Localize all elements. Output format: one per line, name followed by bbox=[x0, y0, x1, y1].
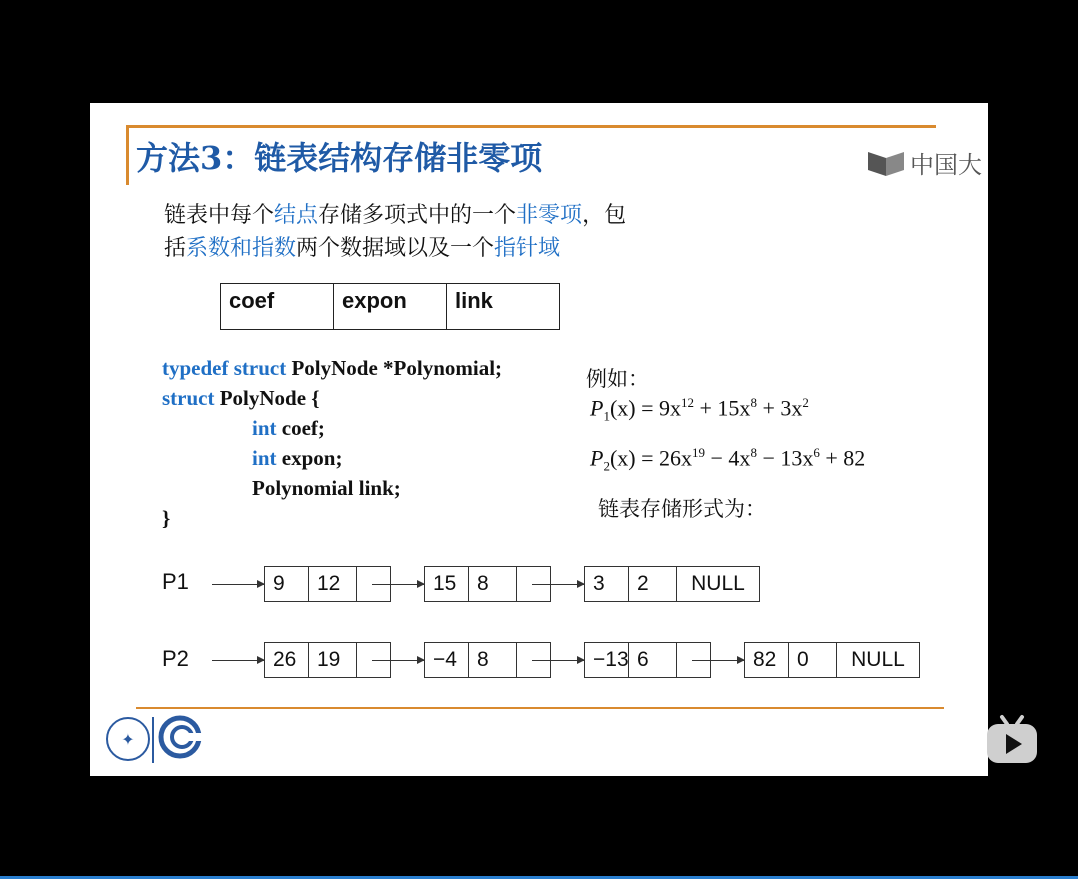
node-expon: 2 bbox=[629, 567, 677, 601]
code-text: PolyNode *Polynomial; bbox=[286, 356, 503, 380]
node-expon: 8 bbox=[469, 567, 517, 601]
formula-term: − 4x bbox=[705, 445, 751, 471]
formula-exp: 8 bbox=[750, 395, 757, 410]
list-label-p2: P2 bbox=[162, 646, 189, 671]
description-line-2 bbox=[164, 232, 626, 265]
node-link-null: NULL bbox=[851, 648, 905, 671]
formula-sub: 2 bbox=[603, 458, 610, 474]
field-expon: expon bbox=[334, 284, 447, 330]
node-expon: 12 bbox=[309, 567, 357, 601]
arrow-link bbox=[372, 660, 424, 661]
code-text: expon; bbox=[276, 446, 343, 470]
node-coef: 26 bbox=[265, 643, 309, 677]
watermark bbox=[866, 145, 982, 180]
p1-node-3 bbox=[584, 566, 760, 602]
formula-p1 bbox=[590, 395, 809, 425]
arrow-head-p2 bbox=[212, 660, 264, 661]
desc-text: 链表中每个 bbox=[164, 203, 275, 228]
code-keyword: int bbox=[252, 416, 277, 440]
arrow-head-p1 bbox=[212, 584, 264, 585]
description bbox=[164, 199, 626, 265]
bilibili-play-icon[interactable] bbox=[985, 713, 1039, 765]
field-coef: coef bbox=[221, 284, 334, 330]
formula-exp: 8 bbox=[750, 445, 757, 460]
formula-p2 bbox=[590, 445, 865, 475]
code-line bbox=[162, 413, 502, 443]
node-coef: 3 bbox=[585, 567, 629, 601]
formula-symbol: P bbox=[590, 395, 604, 421]
example-label: 例如： bbox=[586, 367, 649, 391]
formula-term: + 3x bbox=[756, 395, 803, 421]
formula-term: + 82 bbox=[819, 445, 866, 471]
arrow-link bbox=[532, 660, 584, 661]
node-coef: −13 bbox=[585, 643, 629, 677]
code-keyword: int bbox=[252, 446, 277, 470]
desc-highlight: 非零项 bbox=[516, 203, 583, 228]
desc-highlight: 结点 bbox=[274, 203, 319, 228]
arrow-link bbox=[532, 584, 584, 585]
formula-symbol: P bbox=[590, 445, 604, 471]
formula-term: (x) = 9x bbox=[609, 395, 682, 421]
node-expon: 6 bbox=[629, 643, 677, 677]
university-seal-icon: ✦ bbox=[106, 717, 150, 761]
desc-highlight: 系数和指数 bbox=[186, 236, 297, 261]
storage-label: 链表存储形式为： bbox=[598, 497, 766, 521]
code-line: Polynomial link; bbox=[252, 476, 401, 500]
code-keyword: struct bbox=[162, 386, 215, 410]
formula-exp: 19 bbox=[692, 445, 706, 460]
mooc-logo-icon bbox=[866, 148, 906, 178]
formula-sub: 1 bbox=[603, 408, 610, 424]
title-rule-horizontal bbox=[126, 125, 936, 128]
formula-exp: 12 bbox=[681, 395, 695, 410]
formula-exp: 2 bbox=[802, 395, 809, 410]
desc-text: ，包 bbox=[582, 203, 627, 228]
node-coef: 15 bbox=[425, 567, 469, 601]
code-line bbox=[162, 353, 502, 383]
college-logo-icon bbox=[156, 715, 206, 761]
node-expon: 19 bbox=[309, 643, 357, 677]
list-label-p1: P1 bbox=[162, 569, 189, 594]
p2-node-4 bbox=[744, 642, 920, 678]
lecture-slide bbox=[90, 103, 988, 776]
arrow-link bbox=[372, 584, 424, 585]
node-expon: 8 bbox=[469, 643, 517, 677]
watermark-text: 中国大 bbox=[910, 151, 982, 179]
struct-code bbox=[162, 353, 502, 533]
node-link-null: NULL bbox=[691, 572, 745, 595]
logo-divider bbox=[152, 717, 154, 763]
description-line-1 bbox=[164, 199, 626, 232]
node-coef: −4 bbox=[425, 643, 469, 677]
node-expon: 0 bbox=[789, 643, 837, 677]
desc-highlight: 指针域 bbox=[494, 236, 561, 261]
code-text: coef; bbox=[276, 416, 325, 440]
formula-term: + 15x bbox=[694, 395, 751, 421]
footer-rule bbox=[136, 707, 944, 709]
code-text: PolyNode { bbox=[214, 386, 320, 410]
slide-title: 方法3：链表结构存储非零项 bbox=[136, 139, 543, 177]
desc-text: 括 bbox=[164, 236, 187, 261]
code-line bbox=[162, 443, 502, 473]
formula-term: − 13x bbox=[756, 445, 814, 471]
code-line: } bbox=[162, 506, 171, 530]
desc-text: 两个数据域以及一个 bbox=[296, 236, 495, 261]
arrow-link bbox=[692, 660, 744, 661]
node-coef: 82 bbox=[745, 643, 789, 677]
formula-term: (x) = 26x bbox=[609, 445, 693, 471]
code-line bbox=[162, 383, 502, 413]
desc-text: 存储多项式中的一个 bbox=[318, 203, 517, 228]
formula-exp: 6 bbox=[813, 445, 820, 460]
title-rule-vertical bbox=[126, 125, 129, 185]
node-coef: 9 bbox=[265, 567, 309, 601]
node-field-table bbox=[220, 283, 560, 330]
code-keyword: typedef struct bbox=[162, 356, 287, 380]
field-link: link bbox=[447, 284, 560, 330]
